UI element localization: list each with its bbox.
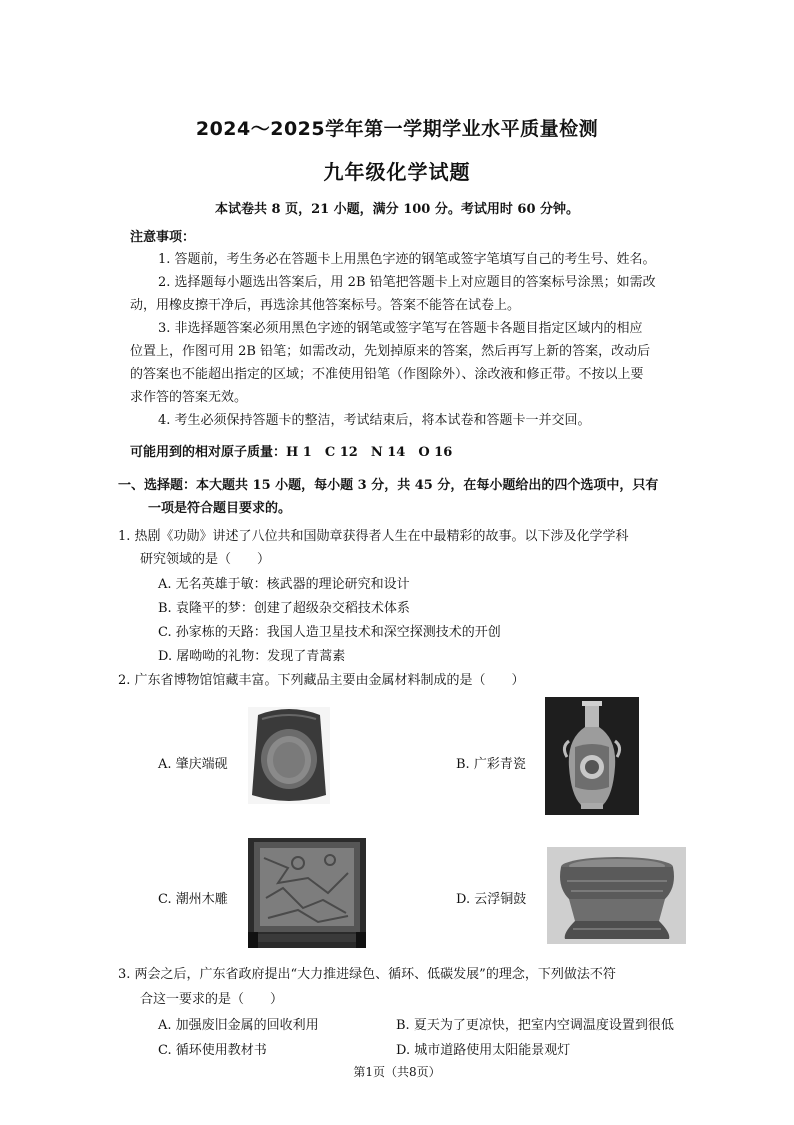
q1-option-d: D. 屠呦呦的礼物：发现了青蒿素	[158, 649, 346, 664]
notes-line: 的答案也不能超出指定的区域；不准使用铅笔（作图除外）、涂改液和修正带。不按以上要	[130, 367, 644, 382]
q2-option-d-label: D. 云浮铜鼓	[456, 892, 527, 907]
notes-line: 动，用橡皮擦干净后，再选涂其他答案标号。答案不能答在试卷上。	[130, 298, 521, 313]
wood-carving-image	[248, 838, 366, 948]
vase-image	[545, 697, 639, 815]
q3-stem: 3. 两会之后，广东省政府提出“大力推进绿色、循环、低碳发展”的理念，下列做法不符	[118, 967, 616, 982]
q2-option-b-label: B. 广彩青瓷	[456, 757, 526, 772]
notes-line: 位置上，作图可用 2B 铅笔；如需改动，先划掉原来的答案，然后再写上新的答案，改动后	[130, 344, 651, 359]
notes-line: 1. 答题前，考生务必在答题卡上用黑色字迹的钢笔或签字笔填写自己的考生号、姓名。	[158, 252, 656, 267]
q3-option-b: B. 夏天为了更凉快，把室内空调温度设置到很低	[396, 1018, 674, 1033]
q1-option-a: A. 无名英雄于敏：核武器的理论研究和设计	[158, 577, 410, 592]
bronze-drum-image	[547, 847, 686, 944]
notes-heading: 注意事项：	[130, 230, 196, 245]
q2-option-c-label: C. 潮州木雕	[158, 892, 228, 907]
notes-line: 2. 选择题每小题选出答案后，用 2B 铅笔把答题卡上对应题目的答案标号涂黑；如需改	[158, 275, 656, 290]
q3-option-d: D. 城市道路使用太阳能景观灯	[396, 1043, 571, 1058]
exam-subtitle: 九年级化学试题	[323, 160, 471, 184]
page-number: 第1页（共8页）	[353, 1065, 441, 1079]
inkstone-image	[248, 707, 330, 804]
notes-line: 4. 考生必须保持答题卡的整洁，考试结束后，将本试卷和答题卡一并交回。	[158, 413, 591, 428]
q1-option-b: B. 袁隆平的梦：创建了超级杂交稻技术体系	[158, 601, 410, 616]
exam-info: 本试卷共 8 页，21 小题，满分 100 分。考试用时 60 分钟。	[214, 202, 580, 217]
q3-stem-cont: 合这一要求的是（ ）	[140, 992, 284, 1007]
q1-stem: 1. 热剧《功勋》讲述了八位共和国勋章获得者人生在中最精彩的故事。以下涉及化学学科	[118, 529, 629, 544]
q1-stem-cont: 研究领域的是（ ）	[140, 552, 271, 567]
notes-line: 3. 非选择题答案必须用黑色字迹的钢笔或签字笔写在答题卡各题目指定区域内的相应	[158, 321, 643, 336]
section-heading: 一、选择题：本大题共 15 小题，每小题 3 分，共 45 分，在每小题给出的四个选项中，只有	[118, 478, 659, 493]
q3-option-a: A. 加强废旧金属的回收利用	[158, 1018, 319, 1033]
q2-option-a-label: A. 肇庆端砚	[158, 757, 228, 772]
q3-option-c: C. 循环使用教材书	[158, 1043, 267, 1058]
q1-option-c: C. 孙家栋的天路：我国人造卫星技术和深空探测技术的开创	[158, 625, 501, 640]
section-heading-cont: 一项是符合题目要求的。	[148, 501, 292, 516]
notes-line: 求作答的答案无效。	[130, 390, 248, 405]
q2-stem: 2. 广东省博物馆馆藏丰富。下列藏品主要由金属材料制成的是（ ）	[118, 673, 525, 688]
atomic-masses: 可能用到的相对原子质量：H 1 C 12 N 14 O 16	[130, 445, 453, 460]
exam-title: 2024～2025学年第一学期学业水平质量检测	[195, 118, 599, 140]
